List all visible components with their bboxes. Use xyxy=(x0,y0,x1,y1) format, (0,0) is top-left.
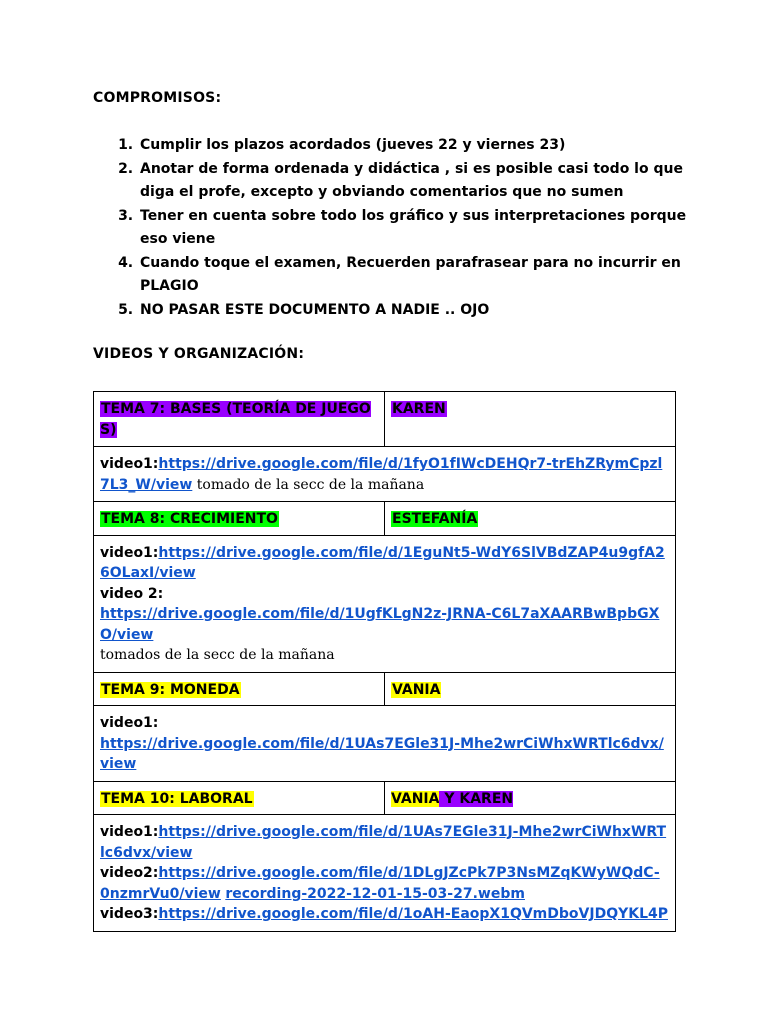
topic-title: TEMA 10: LABORAL xyxy=(101,790,253,807)
topic-videos-row xyxy=(94,535,676,672)
commitment-item: 1. Cumplir los plazos acordados (jueves 22 y viernes 23) xyxy=(138,134,708,158)
recording-file-link[interactable]: recording-2022-12-01-15-03-27.webm xyxy=(225,885,525,902)
video-label: video1: xyxy=(100,715,159,731)
topic-owner: VANIA xyxy=(392,681,441,698)
video-link[interactable]: https://drive.google.com/file/d/1DLgJZcPk7P3NsMZqKWyWQdC-0nzmrVu0/view xyxy=(100,865,660,902)
topic-owner-cell xyxy=(385,502,676,536)
topic-title-cell xyxy=(94,392,385,447)
topic-owner-cell xyxy=(385,672,676,706)
topic-owner: VANIA xyxy=(391,790,440,807)
topic-videos-row xyxy=(94,706,676,782)
topic-videos-cell xyxy=(94,535,676,672)
topic-header-row xyxy=(94,392,676,447)
commitments-heading: COMPROMISOS: xyxy=(93,90,222,106)
topic-owner-second: Y KAREN xyxy=(439,790,514,807)
topic-title-cell xyxy=(94,781,385,815)
topic-owner-cell xyxy=(385,392,676,447)
topic-videos-row xyxy=(94,815,676,932)
video-label: video2: xyxy=(100,865,159,881)
video-link[interactable]: https://drive.google.com/file/d/1UAs7EGle31J-Mhe2wrCiWhxWRTlc6dvx/view xyxy=(100,824,667,861)
topic-title-cell xyxy=(94,502,385,536)
topic-header-row xyxy=(94,502,676,536)
video-label: video 2: xyxy=(100,585,164,602)
commitment-item: 4. Cuando toque el examen, Recuerden parafrasear para no incurrir en PLAGIO xyxy=(138,252,708,299)
topic-videos-cell xyxy=(94,815,676,932)
topic-videos-cell xyxy=(94,706,676,782)
video-link[interactable]: https://drive.google.com/file/d/1oAH-EaopX1QVmDboVJDQYKL4P xyxy=(158,906,668,922)
video-link[interactable]: https://drive.google.com/file/d/1UAs7EGle31J-Mhe2wrCiWhxWRTlc6dvx/view xyxy=(100,735,664,772)
topic-owner: ESTEFANÍA xyxy=(392,511,478,527)
video-label: video1: xyxy=(100,824,159,840)
topic-title-cell xyxy=(94,672,385,706)
commitment-item: 5. NO PASAR ESTE DOCUMENTO A NADIE .. OJO xyxy=(138,299,708,323)
topics-table xyxy=(93,391,676,932)
video-link[interactable]: https://drive.google.com/file/d/1fyO1fIWcDEHQr7-trEhZRymCpzl7L3_W/view xyxy=(100,456,663,493)
topic-owner: KAREN xyxy=(392,401,446,417)
topic-title: TEMA 9: MONEDA xyxy=(101,681,240,698)
videos-heading: VIDEOS Y ORGANIZACIÓN: xyxy=(93,346,305,362)
topic-videos-cell xyxy=(94,447,676,502)
topic-owner-cell xyxy=(385,781,676,815)
topic-title: TEMA 7: BASES (TEORÍA DE JUEGOS) xyxy=(100,401,371,438)
video-link[interactable]: https://drive.google.com/file/d/1UgfKLgN2z-JRNA-C6L7aXAARBwBpbGXO/view xyxy=(100,606,660,643)
video-note: tomado de la secc de la mañana xyxy=(192,476,425,493)
commitment-item: 2. Anotar de forma ordenada y didáctica , si es posible casi todo lo que diga el profe, excepto y obviando comentarios que no sumen xyxy=(138,158,708,205)
topic-header-row xyxy=(94,781,676,815)
commitment-item: 3. Tener en cuenta sobre todo los gráfico y sus interpretaciones porque eso viene xyxy=(138,205,708,252)
video-label: video1: xyxy=(100,544,159,561)
video-note: tomados de la secc de la mañana xyxy=(100,647,335,663)
topic-header-row xyxy=(94,672,676,706)
video-label: video1: xyxy=(100,456,159,472)
commitments-list xyxy=(102,134,708,322)
video-label: video3: xyxy=(100,906,159,922)
topic-videos-row xyxy=(94,447,676,502)
topic-title: TEMA 8: CRECIMIENTO xyxy=(101,511,278,527)
video-link[interactable]: https://drive.google.com/file/d/1EguNt5-WdY6SlVBdZAP4u9gfA26OLaxI/view xyxy=(100,544,665,581)
